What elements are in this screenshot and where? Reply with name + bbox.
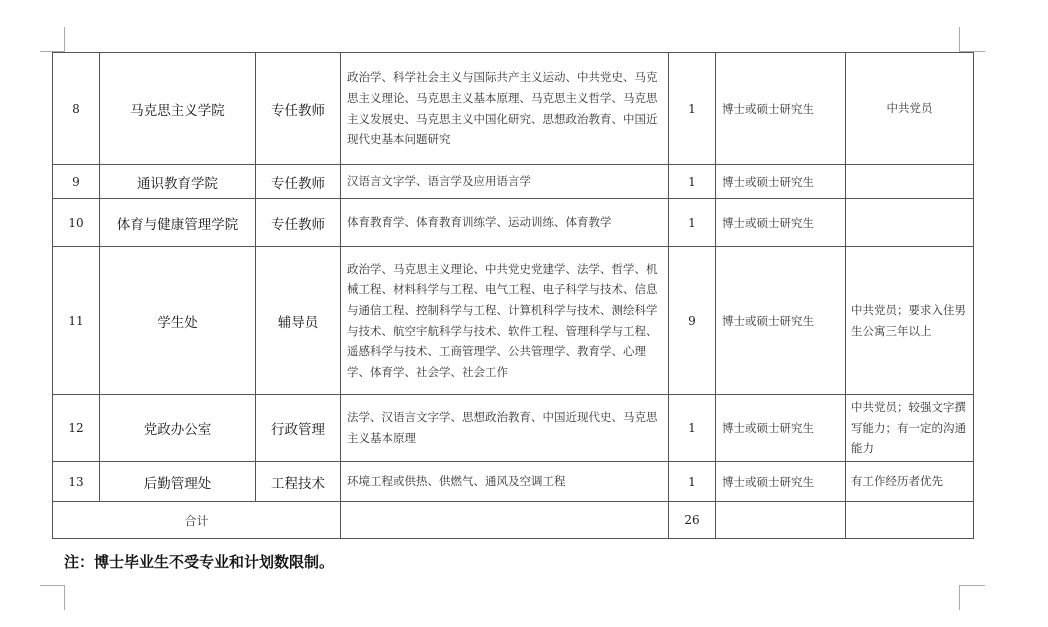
row-number: 12 [53,395,100,462]
empty-cell [846,502,974,539]
headcount: 1 [669,53,716,165]
table-row [53,199,974,247]
position-name: 专任教师 [256,53,341,165]
empty-cell [716,502,846,539]
education-requirement: 博士或硕士研究生 [716,247,846,395]
table-row [53,165,974,199]
major-requirements: 体育教育学、体育教育训练学、运动训练、体育教学 [341,199,669,247]
education-requirement: 博士或硕士研究生 [716,199,846,247]
crop-mark [960,585,985,586]
position-name: 工程技术 [256,462,341,502]
total-count: 26 [669,502,716,539]
major-requirements: 汉语言文字学、语言学及应用语言学 [341,165,669,199]
empty-cell [341,502,669,539]
position-name: 行政管理 [256,395,341,462]
row-number: 13 [53,462,100,502]
headcount: 1 [669,462,716,502]
education-requirement: 博士或硕士研究生 [716,53,846,165]
table-row [53,247,974,395]
headcount: 1 [669,199,716,247]
remark: 中共党员；较强文字撰写能力；有一定的沟通能力 [846,395,974,462]
unit-name: 体育与健康管理学院 [100,199,256,247]
headcount: 1 [669,165,716,199]
unit-name: 马克思主义学院 [100,53,256,165]
position-name: 专任教师 [256,165,341,199]
table-row [53,53,974,165]
row-number: 8 [53,53,100,165]
major-requirements: 法学、汉语言文字学、思想政治教育、中国近现代史、马克思主义基本原理 [341,395,669,462]
crop-mark [959,585,960,610]
major-requirements: 政治学、科学社会主义与国际共产主义运动、中共党史、马克思主义理论、马克思主义基本原理、马克思主义哲学、马克思主义发展史、马克思主义中国化研究、思想政治教育、中国近现代史基本问题研究 [341,53,669,165]
education-requirement: 博士或硕士研究生 [716,395,846,462]
education-requirement: 博士或硕士研究生 [716,462,846,502]
major-requirements: 政治学、马克思主义理论、中共党史党建学、法学、哲学、机械工程、材料科学与工程、电气工程、电子科学与技术、信息与通信工程、控制科学与工程、计算机科学与技术、测绘科学与技术、航空宇航科学与技术、软件工程、管理科学与工程、遥感科学与技术、工商管理学、公共管理学、教育学、心理学、体育学、社会学、社会工作 [341,247,669,395]
table-row [53,395,974,462]
headcount: 9 [669,247,716,395]
row-number: 10 [53,199,100,247]
crop-mark [64,585,65,610]
total-label: 合计 [53,502,341,539]
crop-mark [64,27,65,52]
crop-mark [959,27,960,52]
table-row [53,462,974,502]
crop-mark [40,585,65,586]
unit-name: 后勤管理处 [100,462,256,502]
remark [846,199,974,247]
remark: 中共党员；要求入住男生公寓三年以上 [846,247,974,395]
unit-name: 通识教育学院 [100,165,256,199]
remark: 有工作经历者优先 [846,462,974,502]
unit-name: 学生处 [100,247,256,395]
total-row [53,502,974,539]
footnote: 注：博士毕业生不受专业和计划数限制。 [64,553,335,571]
major-requirements: 环境工程或供热、供燃气、通风及空调工程 [341,462,669,502]
row-number: 9 [53,165,100,199]
remark [846,165,974,199]
education-requirement: 博士或硕士研究生 [716,165,846,199]
recruitment-table [52,52,974,539]
position-name: 辅导员 [256,247,341,395]
row-number: 11 [53,247,100,395]
headcount: 1 [669,395,716,462]
position-name: 专任教师 [256,199,341,247]
unit-name: 党政办公室 [100,395,256,462]
remark: 中共党员 [846,53,974,165]
